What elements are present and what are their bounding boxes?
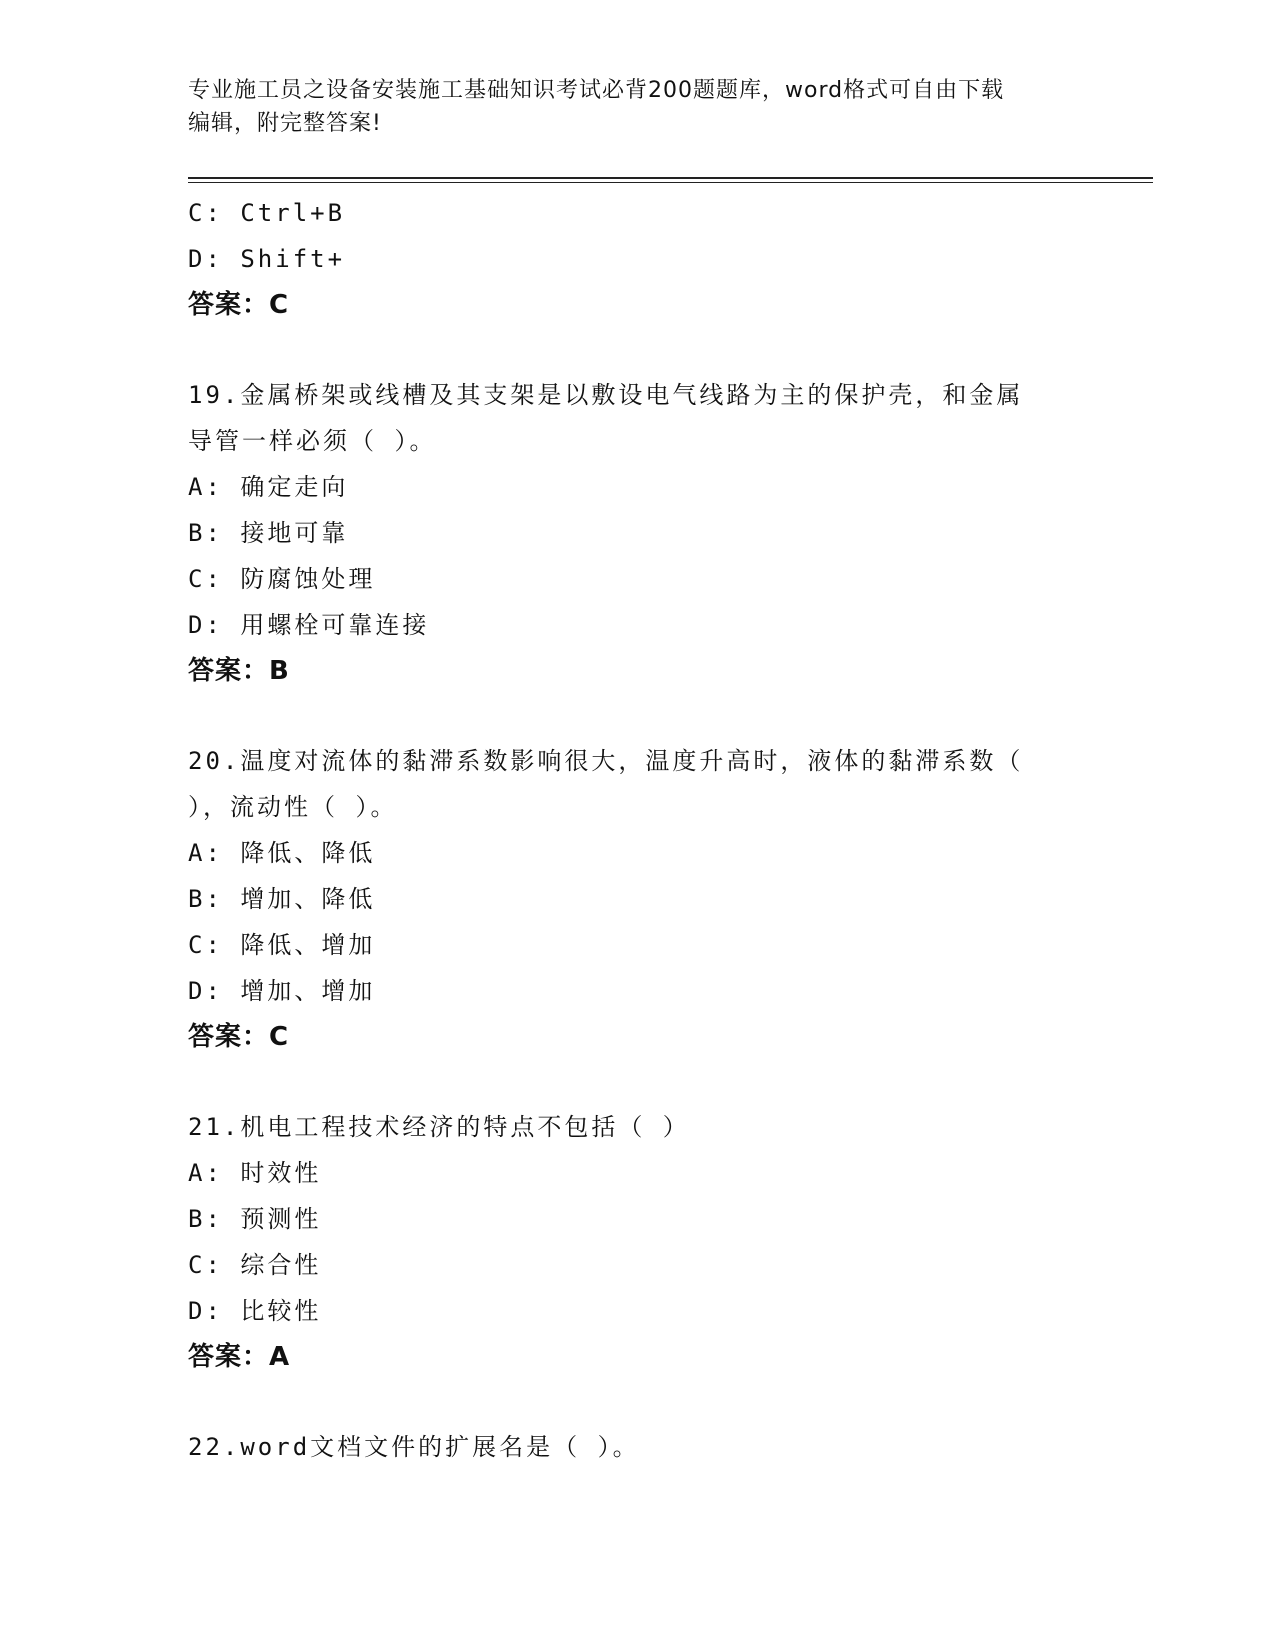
question-text-line-1: 22.word文档文件的扩展名是（ ）。: [188, 1433, 640, 1461]
question-text-line-2: 导管一样必须（ ）。: [188, 427, 437, 455]
spacer: [188, 328, 1088, 372]
answer-line: 答案：C: [188, 290, 290, 320]
question-text-line-1: 21.机电工程技术经济的特点不包括（ ）: [188, 1113, 690, 1141]
option-d: D: 比较性: [188, 1297, 322, 1325]
option-a: A: 确定走向: [188, 473, 349, 501]
question-19: [188, 372, 1088, 694]
option-c: C: 综合性: [188, 1251, 322, 1279]
option-a: A: 时效性: [188, 1159, 322, 1187]
header-divider-top: [188, 177, 1153, 179]
header-line-1: 专业施工员之设备安装施工基础知识考试必背200题题库，word格式可自由下载: [188, 78, 1005, 103]
spacer: [188, 1380, 1088, 1424]
answer-line: 答案：B: [188, 656, 290, 686]
option-d: D: Shift+: [188, 245, 346, 273]
option-c: C: 防腐蚀处理: [188, 565, 376, 593]
question-22: [188, 1424, 1088, 1470]
option-c: C: Ctrl+B: [188, 199, 346, 227]
question-20: [188, 738, 1088, 1060]
option-d: D: 增加、增加: [188, 977, 376, 1005]
answer-line: 答案：C: [188, 1022, 290, 1052]
question-text-line-1: 20.温度对流体的黏滞系数影响很大，温度升高时，液体的黏滞系数（: [188, 747, 1024, 775]
option-b: B: 增加、降低: [188, 885, 376, 913]
option-c: C: 降低、增加: [188, 931, 376, 959]
question-text-line-2: ），流动性（ ）。: [188, 793, 398, 821]
header-divider-bottom: [188, 182, 1153, 183]
option-a: A: 降低、降低: [188, 839, 376, 867]
option-b: B: 预测性: [188, 1205, 322, 1233]
question-content: [188, 190, 1088, 1470]
option-d: D: 用螺栓可靠连接: [188, 611, 430, 639]
document-header: [188, 74, 1088, 140]
header-line-2: 编辑，附完整答案!: [188, 111, 382, 136]
question-21: [188, 1104, 1088, 1380]
option-b: B: 接地可靠: [188, 519, 349, 547]
answer-line: 答案：A: [188, 1342, 291, 1372]
spacer: [188, 694, 1088, 738]
spacer: [188, 1060, 1088, 1104]
prev-question-block: [188, 190, 1088, 328]
question-text-line-1: 19.金属桥架或线槽及其支架是以敷设电气线路为主的保护壳，和金属: [188, 381, 1024, 409]
